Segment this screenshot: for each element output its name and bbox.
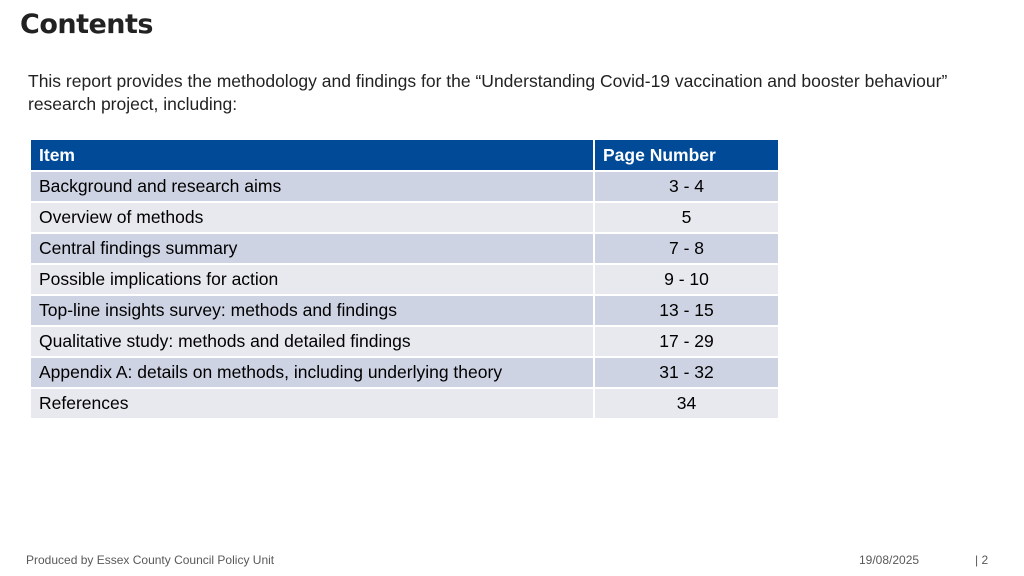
table-row (31, 326, 779, 357)
contents-table (31, 140, 780, 420)
page-number-cell: 3 - 4 (594, 171, 779, 202)
page-number-cell: 9 - 10 (594, 264, 779, 295)
page-number-cell: 5 (594, 202, 779, 233)
column-header-page-number: Page Number (594, 140, 779, 171)
table-row (31, 295, 779, 326)
table-row (31, 388, 779, 419)
page-number-cell: 13 - 15 (594, 295, 779, 326)
intro-paragraph: This report provides the methodology and findings for the “Understanding Covid-19 vaccination and booster behaviour” research project, including: (28, 71, 948, 114)
item-cell: Central findings summary (31, 233, 594, 264)
table-row (31, 202, 779, 233)
footer-date: 19/08/2025 (859, 553, 920, 567)
page-number-cell: 7 - 8 (594, 233, 779, 264)
table-header-row (31, 140, 779, 171)
item-cell: Appendix A: details on methods, including underlying theory (31, 357, 594, 388)
footer-page-number: | 2 (975, 553, 989, 567)
item-cell: Overview of methods (31, 202, 594, 233)
table-row (31, 357, 779, 388)
item-cell: Background and research aims (31, 171, 594, 202)
table-row (31, 264, 779, 295)
page-number-cell: 17 - 29 (594, 326, 779, 357)
item-cell: References (31, 388, 594, 419)
page-number-cell: 34 (594, 388, 779, 419)
table-row (31, 171, 779, 202)
page-title: Contents (20, 9, 154, 40)
table-row (31, 233, 779, 264)
item-cell: Possible implications for action (31, 264, 594, 295)
item-cell: Top-line insights survey: methods and findings (31, 295, 594, 326)
column-header-item: Item (31, 140, 594, 171)
item-cell: Qualitative study: methods and detailed findings (31, 326, 594, 357)
footer-producer: Produced by Essex County Council Policy Unit (26, 553, 275, 567)
page-number-cell: 31 - 32 (594, 357, 779, 388)
